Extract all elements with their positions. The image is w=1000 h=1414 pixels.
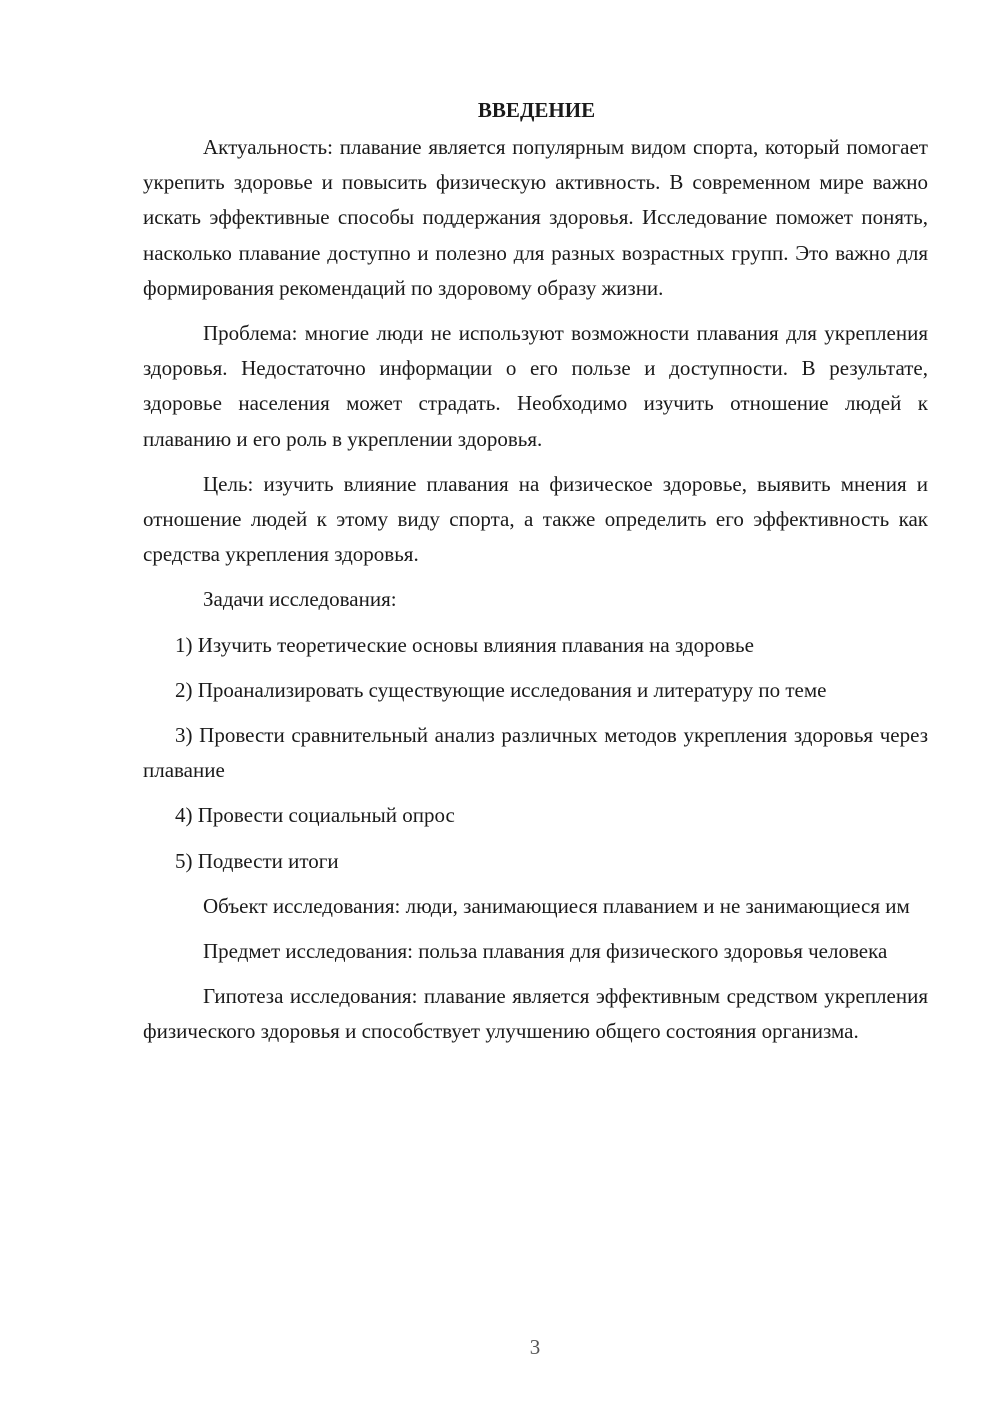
section-heading: ВВЕДЕНИЕ [477,98,596,122]
task-item-2: 2) Проанализировать существующие исследования и литературу по теме [175,677,827,702]
text-column [143,93,928,1060]
paragraph-tasks-intro: Задачи исследования: [203,587,397,612]
paragraph-object: Объект исследования: люди, занимающиеся плаванием и не занимающиеся им [203,893,910,918]
paragraph-relevance: Актуальность: плавание является популярным видом спорта, который помогает укрепить здоровье и повысить физическую активность. В современном мире важно искать эффективные способы поддержания здоровья. Исследование поможет понять, насколько плавание доступно и полезно для разных возрастных групп. Это важно для формирования рекомендаций по здоровому образу жизни. [143,135,928,300]
page-number: 3 [529,1335,541,1359]
task-item-4: 4) Провести социальный опрос [175,803,455,828]
paragraph-subject: Предмет исследования: польза плавания для физического здоровья человека [203,939,888,964]
task-item-5: 5) Подвести итоги [175,848,339,873]
task-item-1: 1) Изучить теоретические основы влияния плавания на здоровье [175,632,754,657]
paragraph-goal: Цель: изучить влияние плавания на физическое здоровье, выявить мнения и отношение людей к этому виду спорта, а также определить его эффективность как средства укрепления здоровья. [143,471,928,567]
task-item-3: 3) Провести сравнительный анализ различных методов укрепления здоровья через плавание [143,723,928,783]
paragraph-problem: Проблема: многие люди не используют возможности плавания для укрепления здоровья. Недостаточно информации о его пользе и доступности. В результате, здоровье населения может страдать. Необходимо изучить отношение людей к плаванию и его роль в укреплении здоровья. [143,321,928,451]
paragraph-hypothesis: Гипотеза исследования: плавание является эффективным средством укрепления физического здоровья и способствует улучшению общего состояния организма. [143,984,928,1044]
